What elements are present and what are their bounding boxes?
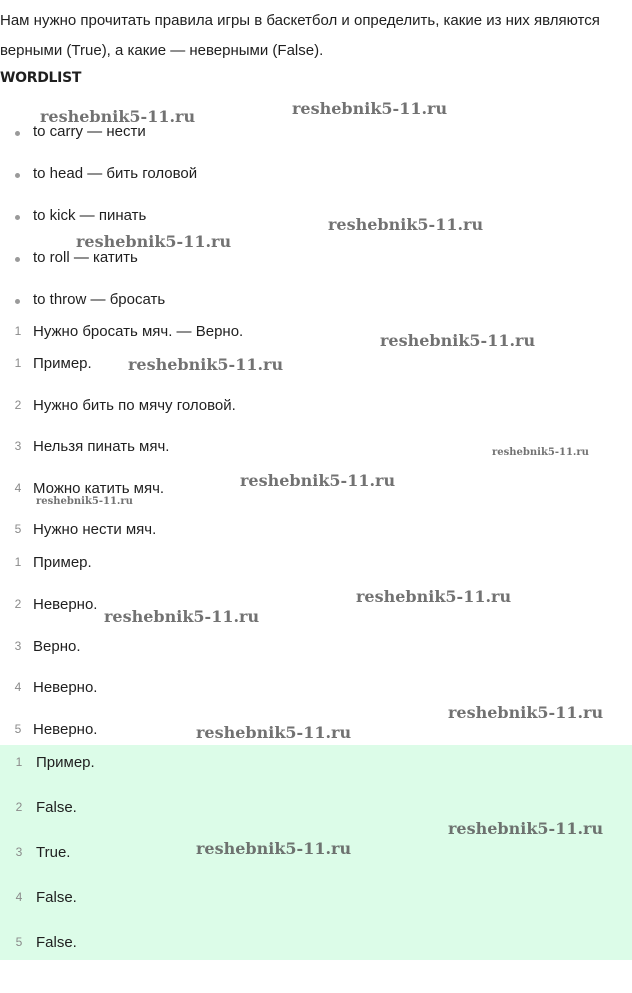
answer-text: False. <box>36 889 77 906</box>
watermark: reshebnik5-11.ru <box>196 839 352 858</box>
answer-number: 3 <box>14 639 22 653</box>
rule-number: 3 <box>14 439 22 453</box>
wordlist-item <box>0 289 632 313</box>
rule-item <box>0 353 632 377</box>
watermark: reshebnik5-11.ru <box>196 723 352 742</box>
answer-text: Неверно. <box>33 679 98 696</box>
rule-number: 5 <box>14 522 22 536</box>
watermark: reshebnik5-11.ru <box>36 496 133 507</box>
rule-item <box>0 519 632 543</box>
rule-number: 2 <box>14 398 22 412</box>
rule-text: Нужно бросать мяч. — Верно. <box>33 323 244 340</box>
answer-item <box>0 752 632 776</box>
wordlist-item <box>0 205 632 229</box>
answer-item <box>0 797 632 821</box>
ru-answer-item <box>0 552 632 576</box>
wordlist-item-text: to head — бить головой <box>33 165 198 182</box>
answer-item <box>0 932 632 956</box>
answer-number: 4 <box>15 890 23 904</box>
answer-text: Верно. <box>33 638 81 655</box>
watermark: reshebnik5-11.ru <box>492 447 589 458</box>
answer-text: False. <box>36 934 77 951</box>
watermark: reshebnik5-11.ru <box>76 232 232 251</box>
answer-number: 1 <box>14 555 22 569</box>
rule-number: 4 <box>14 481 22 495</box>
answer-text: Неверно. <box>33 596 98 613</box>
answer-item <box>0 887 632 911</box>
rule-text: Нельзя пинать мяч. <box>33 438 170 455</box>
watermark: reshebnik5-11.ru <box>380 331 536 350</box>
wordlist-item <box>0 163 632 187</box>
intro-text: Нам нужно прочитать правила игры в баскетбол и определить, какие из них являются верными (True), а какие — неверными (False). <box>0 12 600 59</box>
answer-number: 5 <box>14 722 22 736</box>
wordlist-title: WORDLIST <box>0 70 82 86</box>
watermark: reshebnik5-11.ru <box>448 703 604 722</box>
watermark: reshebnik5-11.ru <box>356 587 512 606</box>
answer-text: Пример. <box>33 554 92 571</box>
rule-text: Можно катить мяч. <box>33 480 165 497</box>
bullet-icon <box>15 173 20 178</box>
answer-number: 1 <box>15 755 23 769</box>
answer-number: 5 <box>15 935 23 949</box>
wordlist-item-text: to throw — бросать <box>33 291 166 308</box>
rule-text: Нужно нести мяч. <box>33 521 157 538</box>
answer-text: False. <box>36 799 77 816</box>
watermark: reshebnik5-11.ru <box>104 607 260 626</box>
answer-number: 3 <box>15 845 23 859</box>
answer-number: 2 <box>14 597 22 611</box>
watermark: reshebnik5-11.ru <box>292 99 448 118</box>
ru-answer-item <box>0 636 632 660</box>
rule-text: Пример. <box>33 355 92 372</box>
wordlist-item-text: to kick — пинать <box>33 207 147 224</box>
answer-number: 4 <box>14 680 22 694</box>
answer-number: 2 <box>15 800 23 814</box>
rule-item <box>0 321 632 345</box>
rule-item <box>0 395 632 419</box>
ru-answer-item <box>0 594 632 618</box>
watermark: reshebnik5-11.ru <box>328 215 484 234</box>
bullet-icon <box>15 131 20 136</box>
rule-number: 1 <box>14 356 22 370</box>
wordlist-item-text: to carry — нести <box>33 123 146 140</box>
watermark: reshebnik5-11.ru <box>128 355 284 374</box>
rule-number: 1 <box>14 324 22 338</box>
wordlist-item-text: to roll — катить <box>33 249 138 266</box>
bullet-icon <box>15 299 20 304</box>
answer-text: Пример. <box>36 754 95 771</box>
watermark: reshebnik5-11.ru <box>448 819 604 838</box>
rule-text: Нужно бить по мячу головой. <box>33 397 236 414</box>
bullet-icon <box>15 257 20 262</box>
answer-text: True. <box>36 844 71 861</box>
answer-text: Неверно. <box>33 721 98 738</box>
ru-answer-item <box>0 677 632 701</box>
watermark: reshebnik5-11.ru <box>240 471 396 490</box>
watermark: reshebnik5-11.ru <box>40 107 196 126</box>
bullet-icon <box>15 215 20 220</box>
